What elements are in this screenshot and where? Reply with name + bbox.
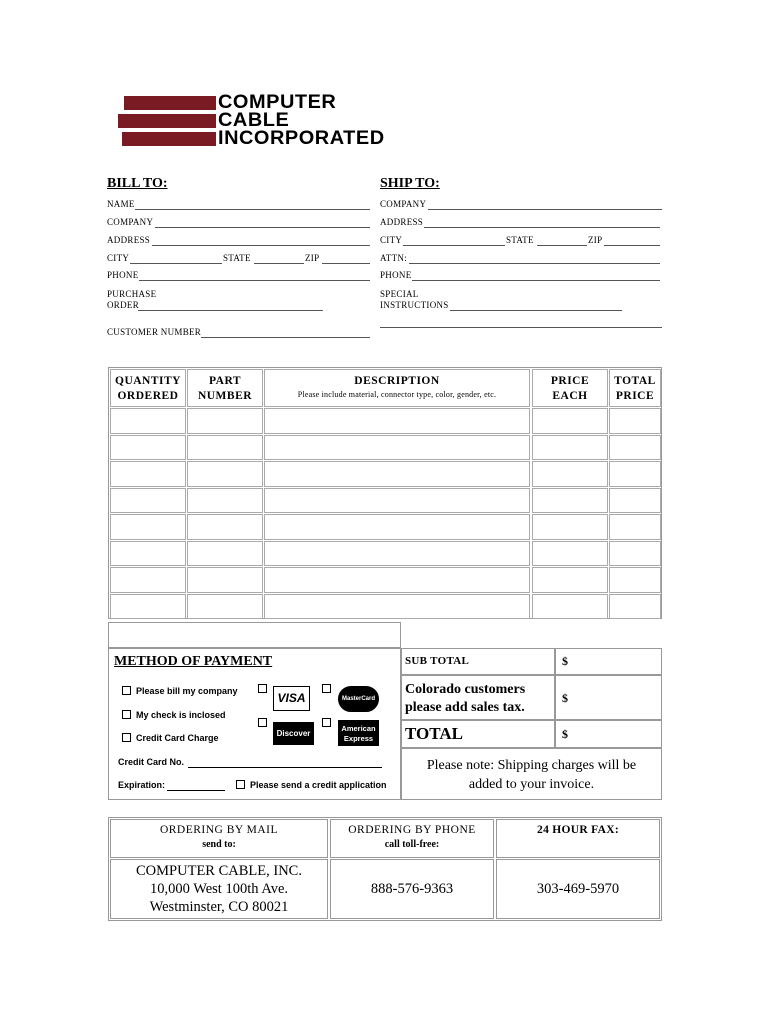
bill-name-label: NAME <box>107 199 135 209</box>
table-cell[interactable] <box>609 488 661 514</box>
shipping-note-line1: Please note: Shipping charges will be <box>426 758 637 773</box>
card-number-label: Credit Card No. <box>118 757 185 767</box>
table-cell[interactable] <box>110 567 186 593</box>
header-part-number <box>187 369 263 407</box>
phone-title: ORDERING BY PHONE <box>348 824 476 836</box>
table-cell[interactable] <box>110 461 186 487</box>
option-check-label: My check is inclosed <box>136 710 226 720</box>
amex-checkbox[interactable] <box>322 718 331 727</box>
mail-address-line1: COMPUTER CABLE, INC. <box>136 863 302 879</box>
tax-note-line2: please add sales tax. <box>405 700 525 715</box>
option-credit-application[interactable] <box>236 780 387 790</box>
bill-company-label: COMPANY <box>107 217 154 227</box>
visa-checkbox[interactable] <box>258 684 267 693</box>
table-cell[interactable] <box>187 488 263 514</box>
checkbox[interactable] <box>122 686 131 695</box>
table-cell[interactable] <box>264 514 530 540</box>
payment-heading: METHOD OF PAYMENT <box>114 654 273 669</box>
bill-order-label: ORDER <box>107 300 140 310</box>
expiration-label: Expiration: <box>118 780 166 790</box>
discover-logo-text: Discover <box>276 729 311 738</box>
mail-header <box>110 824 328 850</box>
amex-logo <box>338 720 379 746</box>
header-price-each <box>532 369 608 407</box>
bill-address-label: ADDRESS <box>107 235 151 245</box>
fax-title: 24 HOUR FAX: <box>537 824 619 836</box>
logo-line-3: INCORPORATED <box>218 128 385 149</box>
option-credit-card-label: Credit Card Charge <box>136 733 219 743</box>
header-description <box>264 369 530 407</box>
table-cell[interactable] <box>110 408 186 434</box>
mail-address-line3: Westminster, CO 80021 <box>149 899 289 915</box>
ship-phone-field[interactable] <box>412 280 660 281</box>
bill-po-field[interactable] <box>138 310 323 311</box>
tax-note <box>405 681 525 717</box>
table-cell[interactable] <box>264 594 530 620</box>
header-part-line1: PART <box>208 375 242 387</box>
bill-city-label: CITY <box>107 253 130 263</box>
table-cell[interactable] <box>187 594 263 620</box>
table-cell[interactable] <box>187 514 263 540</box>
ship-state-field[interactable] <box>537 245 587 246</box>
ship-to-heading: SHIP TO: <box>380 176 440 191</box>
tax-dollar: $ <box>562 691 568 705</box>
table-cell[interactable] <box>609 435 661 461</box>
bill-zip-field[interactable] <box>322 263 370 264</box>
tax-note-line1: Colorado customers <box>405 682 526 697</box>
table-cell[interactable] <box>264 488 530 514</box>
ship-company-field[interactable] <box>428 209 662 210</box>
table-cell[interactable] <box>187 435 263 461</box>
mail-title: ORDERING BY MAIL <box>159 824 279 836</box>
ship-company-label: COMPANY <box>380 199 427 209</box>
subtotal-dollar: $ <box>562 654 568 668</box>
bill-phone-label: PHONE <box>107 270 139 280</box>
option-credit-card[interactable] <box>122 733 219 743</box>
logo-stripe <box>122 132 216 146</box>
bill-name-field[interactable] <box>135 209 370 210</box>
visa-logo-text: VISA <box>277 691 306 705</box>
table-cell[interactable] <box>187 461 263 487</box>
table-cell[interactable] <box>609 514 661 540</box>
header-price-line2: EACH <box>552 390 588 402</box>
bill-to-heading: BILL TO: <box>107 176 168 191</box>
mastercard-checkbox[interactable] <box>322 684 331 693</box>
card-number-field[interactable] <box>188 767 382 768</box>
fax-number[interactable]: 303-469-5970 <box>536 881 620 897</box>
table-cell[interactable] <box>187 408 263 434</box>
table-cell[interactable] <box>609 461 661 487</box>
header-total-price <box>609 369 661 407</box>
header-description-hint: Please include material, connector type, color, gender, etc. <box>297 390 497 399</box>
table-cell[interactable] <box>110 435 186 461</box>
ship-state-label: STATE <box>506 235 534 245</box>
company-logo <box>118 94 438 150</box>
order-items-table <box>108 367 662 619</box>
ship-city-field[interactable] <box>403 245 505 246</box>
header-quantity-line1: QUANTITY <box>115 375 181 387</box>
bill-state-field[interactable] <box>254 263 304 264</box>
bill-state-label: STATE <box>223 253 251 263</box>
customer-number-label: CUSTOMER NUMBER <box>107 327 202 337</box>
mail-address <box>110 862 328 916</box>
header-description-title: DESCRIPTION <box>354 375 440 387</box>
table-cell[interactable] <box>532 514 608 540</box>
header-price-line1: PRICE <box>550 375 590 387</box>
bill-phone-field[interactable] <box>139 280 370 281</box>
bill-city-field[interactable] <box>130 263 222 264</box>
table-cell[interactable] <box>532 461 608 487</box>
checkbox[interactable] <box>236 780 245 789</box>
amex-logo-line1: American <box>341 724 376 733</box>
mail-subtitle: send to: <box>202 839 236 850</box>
logo-line-2: CABLE <box>218 110 290 131</box>
table-cell[interactable] <box>609 567 661 593</box>
table-cell[interactable] <box>110 541 186 567</box>
table-cell[interactable] <box>110 488 186 514</box>
header-quantity <box>110 369 186 407</box>
table-cell[interactable] <box>264 461 530 487</box>
ship-instructions-label: INSTRUCTIONS <box>380 300 449 310</box>
ship-phone-label: PHONE <box>380 270 412 280</box>
header-total-line2: PRICE <box>615 390 655 402</box>
mastercard-logo <box>338 686 379 712</box>
bill-company-field[interactable] <box>155 227 370 228</box>
checkbox[interactable] <box>122 733 131 742</box>
bill-address-field[interactable] <box>152 245 370 246</box>
ship-instructions-field[interactable] <box>450 310 622 311</box>
mastercard-logo-text: MasterCard <box>341 696 375 702</box>
table-cell[interactable] <box>532 408 608 434</box>
ship-attn-field[interactable] <box>409 263 660 264</box>
table-cell[interactable] <box>609 594 661 620</box>
table-cell[interactable] <box>264 408 530 434</box>
table-cell[interactable] <box>532 488 608 514</box>
ship-attn-label: ATTN: <box>380 253 407 263</box>
ship-instructions-field-2[interactable] <box>380 327 662 328</box>
logo-stripe <box>118 114 216 128</box>
option-bill-company[interactable] <box>122 686 238 696</box>
ship-address-label: ADDRESS <box>380 217 424 227</box>
discover-logo <box>273 722 314 745</box>
table-cell[interactable] <box>110 514 186 540</box>
table-cell[interactable] <box>532 541 608 567</box>
table-cell[interactable] <box>609 408 661 434</box>
subtotal-label: SUB TOTAL <box>405 655 470 667</box>
table-cell[interactable] <box>532 435 608 461</box>
subtotal-value-cell[interactable] <box>555 648 662 675</box>
checkbox[interactable] <box>122 710 131 719</box>
ship-zip-label: ZIP <box>588 235 603 245</box>
total-dollar: $ <box>562 727 568 741</box>
visa-logo <box>273 686 310 711</box>
expiration-field[interactable] <box>167 790 225 791</box>
table-cell[interactable] <box>264 435 530 461</box>
total-value-cell[interactable] <box>555 720 662 748</box>
option-check-enclosed[interactable] <box>122 710 226 720</box>
mail-address-line2: 10,000 West 100th Ave. <box>149 881 289 897</box>
shipping-note <box>401 756 662 794</box>
table-cell[interactable] <box>264 567 530 593</box>
header-total-line1: TOTAL <box>614 375 656 387</box>
option-bill-company-label: Please bill my company <box>136 686 238 696</box>
bill-zip-label: ZIP <box>305 253 320 263</box>
table-cell[interactable] <box>187 567 263 593</box>
ship-city-label: CITY <box>380 235 403 245</box>
total-label: TOTAL <box>405 724 463 743</box>
ship-zip-field[interactable] <box>604 245 660 246</box>
tax-value-cell[interactable] <box>555 675 662 720</box>
credit-application-label: Please send a credit application <box>250 780 387 790</box>
payment-top-blank <box>108 622 401 648</box>
discover-checkbox[interactable] <box>258 718 267 727</box>
phone-header <box>330 824 494 850</box>
customer-number-field[interactable] <box>201 337 370 338</box>
logo-stripe <box>124 96 216 110</box>
table-cell[interactable] <box>264 541 530 567</box>
table-cell[interactable] <box>609 541 661 567</box>
header-part-line2: NUMBER <box>197 390 253 402</box>
bill-purchase-label: PURCHASE <box>107 289 157 299</box>
phone-subtitle: call toll-free: <box>384 839 440 850</box>
table-cell[interactable] <box>532 567 608 593</box>
ship-address-field[interactable] <box>424 227 660 228</box>
ship-special-label: SPECIAL <box>380 289 419 299</box>
logo-line-1: COMPUTER <box>218 92 337 113</box>
header-quantity-line2: ORDERED <box>117 390 179 402</box>
phone-number[interactable]: 888-576-9363 <box>370 881 454 897</box>
amex-logo-line2: Express <box>343 734 374 743</box>
table-cell[interactable] <box>532 594 608 620</box>
table-cell[interactable] <box>187 541 263 567</box>
table-cell[interactable] <box>110 594 186 620</box>
shipping-note-line2: added to your invoice. <box>468 777 595 792</box>
